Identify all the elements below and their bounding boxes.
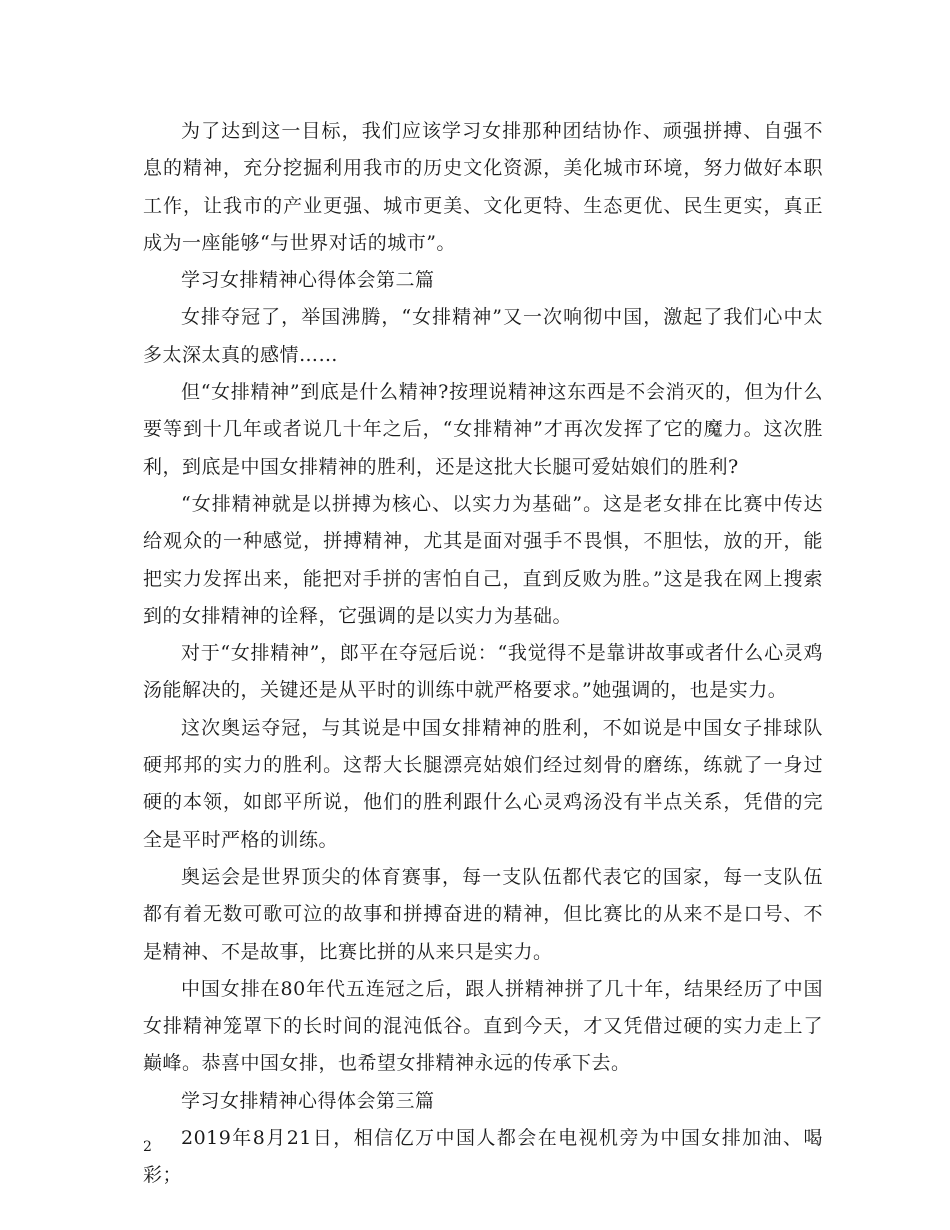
section-heading: 学习女排精神心得体会第三篇 bbox=[181, 1089, 435, 1112]
paragraph: 奥运会是世界顶尖的体育赛事，每一支队伍都代表它的国家，每一支队伍都有着无数可歌可泣的故事和拼搏奋进的精神，但比赛比的从来不是口号、不是精神、不是故事，比赛比拼的从来只是实力。 bbox=[143, 865, 823, 963]
paragraph: 中国女排在80年代五连冠之后，跟人拼精神拼了几十年，结果经历了中国女排精神笼罩下的长时间的混沌低谷。直到今天，才又凭借过硬的实力走上了巅峰。恭喜中国女排，也希望女排精神永远的传承下去。 bbox=[143, 977, 823, 1075]
paragraph: 为了达到这一目标，我们应该学习女排那种团结协作、顽强拼搏、自强不息的精神，充分挖掘利用我市的历史文化资源，美化城市环境，努力做好本职工作，让我市的产业更强、城市更美、文化更特、生态更优、民生更实，真正成为一座能够“与世界对话的城市”。 bbox=[143, 120, 823, 254]
paragraph: 这次奥运夺冠，与其说是中国女排精神的胜利，不如说是中国女子排球队硬邦邦的实力的胜利。这帮大长腿漂亮姑娘们经过刻骨的磨练，练就了一身过硬的本领，如郎平所说，他们的胜利跟什么心灵鸡汤没有半点关系，凭借的完全是平时严格的训练。 bbox=[143, 716, 823, 851]
section-heading: 学习女排精神心得体会第二篇 bbox=[181, 269, 435, 292]
paragraph: “女排精神就是以拼搏为核心、以实力为基础”。这是老女排在比赛中传达给观众的一种感觉，拼搏精神，尤其是面对强手不畏惧，不胆怯，放的开，能把实力发挥出来，能把对手拼的害怕自己，直到反败为胜。”这是我在网上搜索到的女排精神的诠释，它强调的是以实力为基础。 bbox=[143, 492, 823, 627]
paragraph: 女排夺冠了，举国沸腾，“女排精神”又一次响彻中国，激起了我们心中太多太深太真的感情…… bbox=[143, 306, 823, 366]
paragraph: 但“女排精神”到底是什么精神?按理说精神这东西是不会消灭的，但为什么要等到十几年或者说几十年之后，“女排精神”才再次发挥了它的魔力。这次胜利，到底是中国女排精神的胜利，还是这批大长腿可爱姑娘们的胜利? bbox=[143, 381, 823, 478]
paragraph: 2019年8月21日，相信亿万中国人都会在电视机旁为中国女排加油、喝彩； bbox=[143, 1127, 823, 1187]
page-number: 2 bbox=[143, 1139, 152, 1155]
paragraph: 对于“女排精神”，郎平在夺冠后说：“我觉得不是靠讲故事或者什么心灵鸡汤能解决的，关键还是从平时的训练中就严格要求。”她强调的，也是实力。 bbox=[143, 642, 823, 702]
document-body bbox=[143, 113, 823, 1195]
